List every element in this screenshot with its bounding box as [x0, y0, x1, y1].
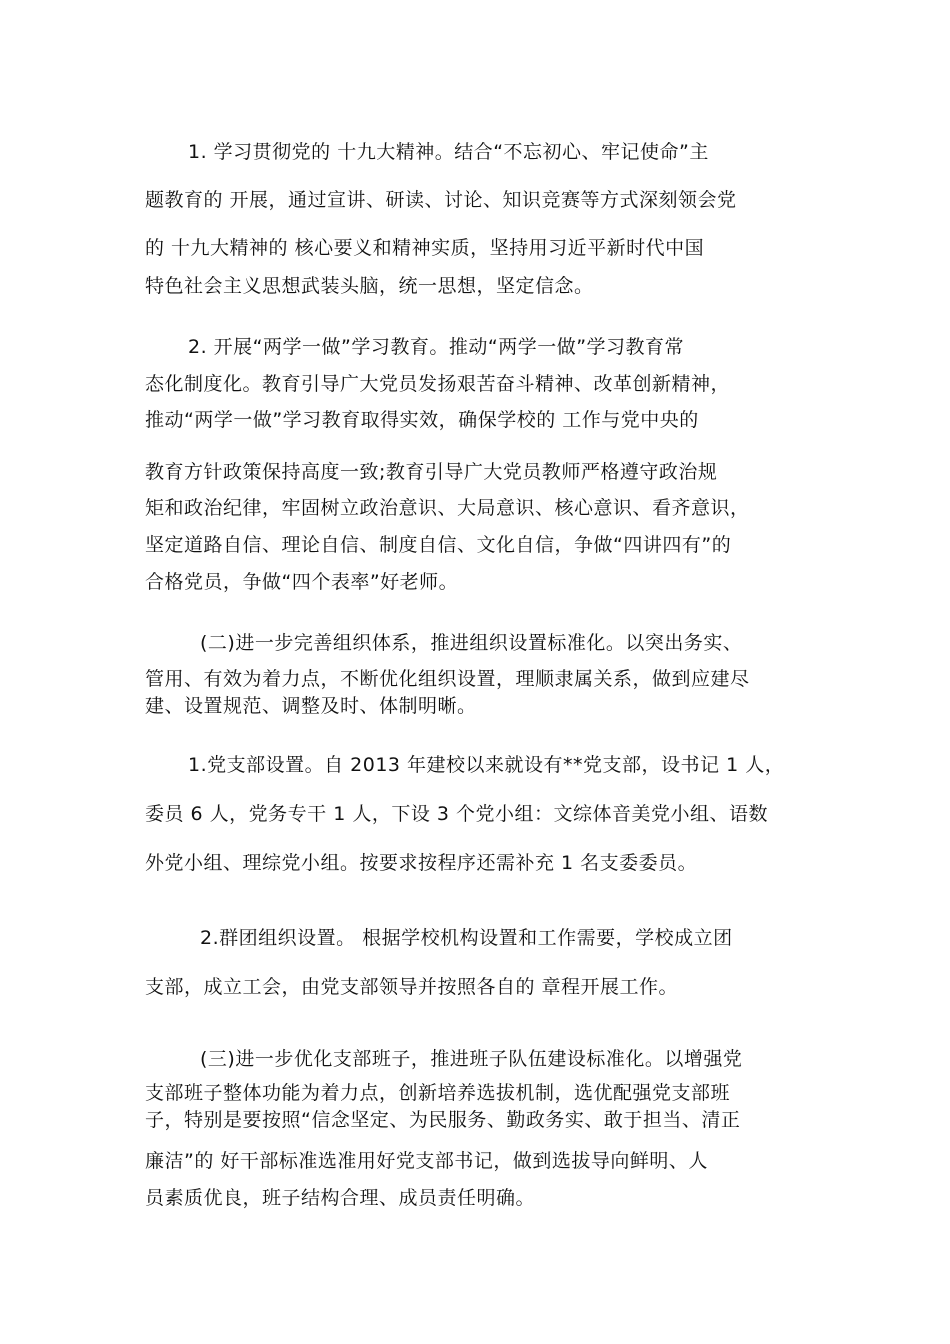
text-line: 支部，成立工会，由党支部领导并按照各自的 章程开展工作。: [145, 976, 679, 998]
text-line: 矩和政治纪律，牢固树立政治意识、大局意识、核心意识、看齐意识，: [145, 497, 750, 519]
text-line: 支部班子整体功能为着力点，创新培养选拔机制，选优配强党支部班: [145, 1082, 731, 1104]
text-line: 建、设置规范、调整及时、体制明晰。: [145, 695, 477, 717]
text-line: (二)进一步完善组织体系，推进组织设置标准化。以突出务实、: [200, 632, 743, 654]
text-line: 特色社会主义思想武装头脑，统一思想，坚定信念。: [145, 275, 594, 297]
text-line: 合格党员，争做“四个表率”好老师。: [145, 571, 459, 593]
text-line: 2.群团组织设置。 根据学校机构设置和工作需要，学校成立团: [200, 927, 733, 949]
text-line: 管用、有效为着力点，不断优化组织设置，理顺隶属关系，做到应建尽: [145, 668, 750, 690]
text-line: (三)进一步优化支部班子，推进班子队伍建设标准化。以增强党: [200, 1048, 743, 1070]
text-line: 教育方针政策保持高度一致;教育引导广大党员教师严格遵守政治规: [145, 461, 718, 483]
text-line: 的 十九大精神的 核心要义和精神实质，坚持用习近平新时代中国: [145, 237, 705, 259]
text-line: 题教育的 开展，通过宣讲、研读、讨论、知识竞赛等方式深刻领会党: [145, 189, 737, 211]
text-line: 坚定道路自信、理论自信、制度自信、文化自信，争做“四讲四有”的: [145, 534, 732, 556]
text-line: 2. 开展“两学一做”学习教育。推动“两学一做”学习教育常: [188, 336, 685, 358]
text-line: 推动“两学一做”学习教育取得实效，确保学校的 工作与党中央的: [145, 409, 699, 431]
text-line: 子，特别是要按照“信念坚定、为民服务、勤政务实、敢于担当、清正: [145, 1109, 741, 1131]
text-line: 1.党支部设置。自 2013 年建校以来就设有**党支部，设书记 1 人，: [188, 754, 785, 776]
text-line: 态化制度化。教育引导广大党员发扬艰苦奋斗精神、改革创新精神，: [145, 373, 731, 395]
text-line: 1. 学习贯彻党的 十九大精神。结合“不忘初心、牢记使命”主: [188, 141, 709, 163]
text-line: 外党小组、理综党小组。按要求按程序还需补充 1 名支委委员。: [145, 852, 698, 874]
text-line: 委员 6 人，党务专干 1 人，下设 3 个党小组：文综体音美党小组、语数: [145, 803, 769, 825]
text-line: 廉洁”的 好干部标准选准用好党支部书记，做到选拔导向鲜明、人: [145, 1150, 708, 1172]
text-line: 员素质优良，班子结构合理、成员责任明确。: [145, 1187, 536, 1209]
